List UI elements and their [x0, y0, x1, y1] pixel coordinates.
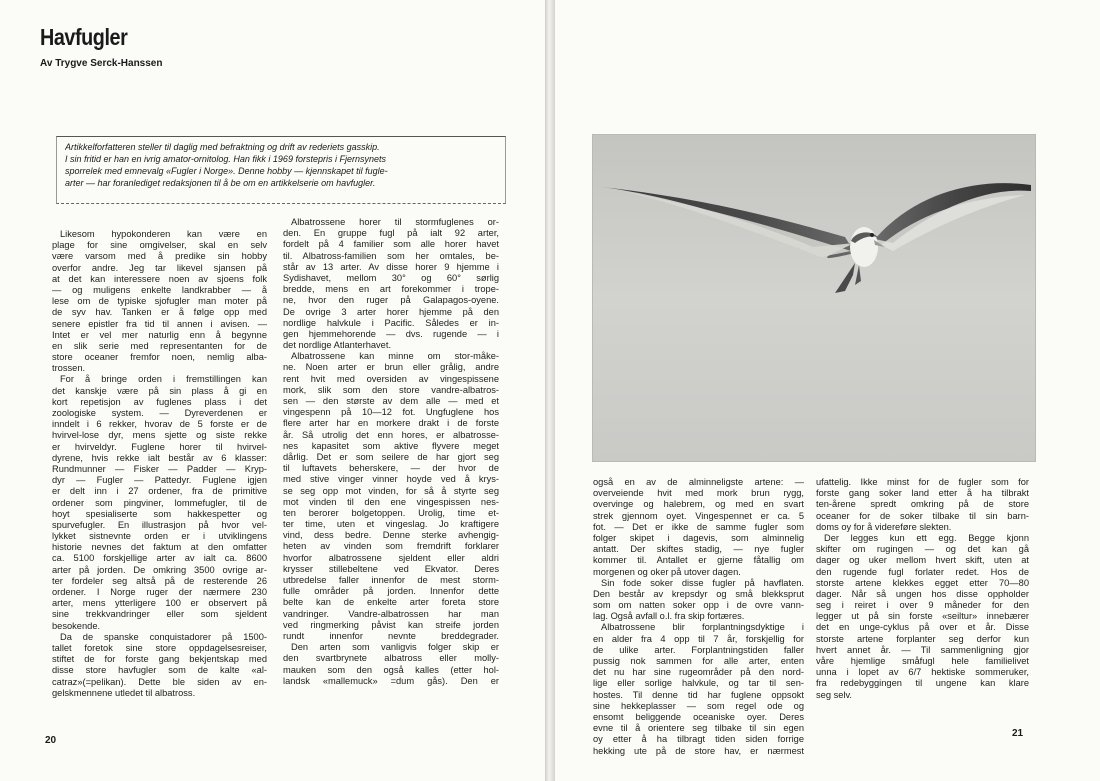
text-line: med stive vinger vinner hoyde ved å krys-: [283, 474, 499, 485]
text-line: lese om de typiske sjofugler man moter på: [52, 296, 267, 307]
text-line: overveiende hvit med mork brun rygg,: [593, 488, 804, 499]
text-line: den. En gruppe fugl på ialt 92 arter,: [283, 228, 499, 239]
text-line: tallet foretok sine store oppdagelsesreiser,: [52, 642, 267, 653]
text-line: store oceaner fremfor noen, nemlig alba-: [52, 352, 267, 363]
text-line: Intet er vel mer naturlig enn å begynne: [52, 329, 267, 340]
text-line: en slik serie med representanten for de: [52, 340, 267, 351]
text-line: vingespenn på 10—12 fot. Ungfuglene hos: [283, 407, 499, 418]
text-line: også en av de alminneligste artene: —: [593, 477, 804, 487]
intro-line: Artikkelforfatteren steller til daglig med befraktning og drift av rederiets gasskip.: [65, 142, 380, 152]
text-line: gelskmennene utledet til albatross.: [52, 687, 196, 698]
text-line: våre hjemlige småfugl hele familielivet: [816, 656, 1029, 666]
text-line: besokende.: [52, 620, 101, 631]
text-line: vind, dess bedre. Denne sterke avhengig-: [283, 530, 499, 541]
text-line: — og muligens enkelte landkrabber — å: [52, 284, 267, 295]
text-line: inndelt i 6 rekker, hvorav de 5 forste er de: [52, 419, 267, 430]
text-line: en alder fra 4 opp til 7 år, forskjellig for: [593, 633, 804, 644]
text-line: nordlige halvkule i Pacific. Således er in-: [283, 317, 499, 328]
albatross-photo: [592, 134, 1036, 462]
text-line: rent hvit med oversiden av vingespissene: [283, 373, 499, 384]
text-line: ca. 5100 forskjellige arter av ialt ca. 8600: [52, 553, 267, 564]
text-line: dyrene, hvis rekke ialt består av 6 klasser:: [52, 452, 267, 463]
text-line: senere epistler fra tid til annen i avisen. —: [52, 318, 267, 329]
text-line: hvorfor albatrossene sjeldent eller aldri: [283, 552, 499, 563]
albatross-image: [593, 135, 1035, 461]
intro-box: [56, 136, 506, 204]
text-line: Sydishavet, mellom 30° og 60° sørlig: [283, 272, 499, 283]
text-line: sine hekkeplasser — som regel ode og: [593, 700, 804, 711]
text-line: Albatrossene kan minne om stor-måke-: [291, 351, 499, 362]
text-line: Rundmunner — Fisker — Padder — Kryp-: [52, 463, 267, 474]
text-line: oceaner for de soker tilbake til sin barn-: [816, 510, 1029, 521]
text-line: morgenen og oker på utover dagen.: [593, 566, 741, 577]
text-line: overvinge og halebrem, og med en svart: [593, 499, 804, 510]
text-line: ter time, uten et vingeslag. Jo kraftigere: [283, 519, 499, 530]
text-line: det en unge-cyklus på over et år. Disse: [816, 622, 1029, 633]
text-line: krysser stillebeltene ved Ekvator. Deres: [283, 563, 499, 574]
text-line: hostes. Til denne tid har fuglene oppsokt: [593, 689, 804, 700]
text-line: Der legges kun ett egg. Begge kjonn: [824, 532, 1029, 543]
text-line: Albatrossene blir forplantningsdyktige i: [601, 622, 804, 633]
text-line: ter fordeler seg altså på de resterende 26: [52, 575, 267, 586]
text-line: ne, hvor den ruger på Galapagos-oyene.: [283, 295, 499, 306]
text-line: storste artene forplanter seg derfor kun: [816, 633, 1029, 644]
text-line: lige eller sorlige halvkule, og tar til sen-: [593, 678, 804, 689]
text-line: være varsom med å predike sin hobby: [52, 251, 267, 262]
text-line: folger skipet i dagevis, som alminnelig: [593, 532, 804, 543]
text-line: Den arten som vanligvis folger skip er: [291, 642, 499, 653]
text-line: nes kapasitet som aktive flyvere meget: [283, 440, 499, 451]
intro-line: sporrelek med emnevalg «Fugler i Norge». Denne hobby — kjennskapet til fugle-: [65, 166, 388, 176]
text-line: De ovrige 3 arter horer hjemme på den: [283, 306, 499, 317]
text-line: ensomt beliggende oceaniske oyer. Deres: [593, 711, 804, 722]
text-line: historie nevnes det faktum at den omfatter: [52, 542, 267, 553]
text-line: seg i reiret i over 9 måneder for den: [816, 600, 1029, 611]
text-line: trossen.: [52, 363, 86, 374]
text-line: år. Så utrolig det enn hores, er albatrosse-: [283, 429, 499, 440]
page-gutter: [545, 0, 555, 781]
text-line: forste gang soker land etter å ha tilbrakt: [816, 488, 1029, 499]
text-line: den svartbrynete albatross eller molly-: [283, 653, 499, 664]
text-line: det nordlige Atlanterhavet.: [283, 340, 392, 351]
text-line: Albatrossene horer til stormfuglenes or-: [291, 217, 499, 227]
text-line: mauken som den også kalles (etter hol-: [283, 664, 499, 675]
article-byline: Av Trygve Serck-Hanssen: [40, 58, 163, 69]
text-line: kort repetisjon av fuglenes plass i det: [52, 396, 267, 407]
text-line: landsk «mallemuck» =dum gås). Den er: [283, 675, 499, 686]
intro-line: arter — har foranlediget redaksjonen til å be om en artikkelserie om havfugler.: [65, 178, 376, 188]
text-line: Likesom hypokonderen kan være en: [60, 229, 267, 239]
text-line: lykket sistnevnte orden er i utviklingens: [52, 531, 267, 542]
text-line: arter, mens ytterligere 100 er observert på: [52, 598, 267, 609]
text-line: til luftavets beherskere, — der hvor de: [283, 463, 499, 474]
text-line: hvert annet år. — Til sammenligning gjor: [816, 644, 1029, 655]
text-line: ten-årene spredt omkring på de store: [816, 499, 1029, 510]
text-line: Da de spanske conquistadorer på 1500-: [60, 631, 267, 642]
text-line: flere arter har en morkere drakt i de forste: [283, 418, 499, 429]
text-line: sen — den største av dem alle — med et: [283, 396, 499, 406]
text-line: ufattelig. Ikke minst for de fugler som for: [816, 477, 1029, 487]
text-line: overfor andre. Jeg tar likevel sjansen på: [52, 262, 267, 273]
text-line: fulle områder på jorden. Innenfor dette: [283, 586, 499, 597]
text-line: zoologiske system. — Dyreverdenen er: [52, 408, 267, 418]
text-line: doms oy for å videreføre slekten.: [816, 521, 952, 532]
text-column-1: [52, 229, 267, 699]
intro-line: I sin fritid er han en ivrig amator-ornitolog. Han fikk i 1969 forstepris i Fjernsynets: [65, 154, 386, 164]
text-line: at det kan interessere noen av sjoens folk: [52, 273, 267, 284]
text-line: dager og uker mellom hvert skift, uten at: [816, 555, 1029, 566]
text-line: bredde, mens en art forekommer i trope-: [283, 284, 499, 295]
text-line: de syv hav. Tanken er å følge opp med: [52, 307, 267, 318]
text-line: er hvirveldyr. Fuglene horer til hvirvel-: [52, 441, 267, 452]
article-title: Havfugler: [40, 24, 128, 50]
text-line: den rugende fugl forlater redet. Hos de: [816, 566, 1029, 577]
text-line: heten av vinden som fremdrift forklarer: [283, 541, 499, 552]
text-line: ten berorer bolgetoppen. Urolig, time et-: [283, 507, 499, 518]
text-line: catraz»(=pelikan). Dette ble siden av en-: [52, 676, 267, 687]
text-line: fot. — Det er ikke de samme fugler som: [593, 521, 804, 532]
text-line: fordelt på 4 familier som alle horer havet: [283, 239, 499, 250]
text-line: står av 13 arter. Av disse horer 9 hjemme i: [283, 261, 499, 272]
text-line: ne. Noen arter er brun eller grålig, andre: [283, 362, 499, 373]
text-line: til. Albatross-familien som her omtales, be-: [283, 250, 499, 261]
text-line: mot vinden til den ene vingespissen nes-: [283, 496, 499, 507]
text-line: dårlig. Det er som seilere de har gjort seg: [283, 451, 499, 462]
text-line: vandringer. Vandre-albatrossen har man: [283, 608, 499, 619]
text-line: skifter om rugingen — og det kan gå: [816, 544, 1029, 555]
text-line: mork, slik som den store vandre-albatros-: [283, 384, 499, 395]
text-line: dyr — Fugler — Pattedyr. Fuglene igjen: [52, 475, 267, 486]
text-line: de ulike arter. Forplantningstiden faller: [593, 644, 804, 655]
text-line: belte kan de enkelte arter foreta store: [283, 597, 499, 608]
page-number-left: 20: [45, 735, 57, 746]
text-line: ordener som pingviner, lommefugler, til de: [52, 497, 267, 508]
text-line: fra redebyggingen til ungene kan klare: [816, 678, 1029, 689]
text-column-4: [816, 477, 1029, 701]
text-line: gen hjemmehorende — dvs. rugende — i: [283, 328, 499, 339]
text-line: rundt innenfor nevnte breddegrader.: [283, 630, 499, 641]
text-line: evne til å orientere seg tilbake til sin egen: [593, 723, 804, 734]
text-line: ordener. I Norge ruger der nærmere 230: [52, 587, 267, 597]
text-line: antatt. Der skiftes stadig, — nye fugler: [593, 544, 804, 555]
text-line: hekking ute på de store hav, er nærmest: [593, 745, 804, 756]
text-line: dager. Når så ungen hos disse oppholder: [816, 588, 1029, 599]
text-line: ved ringmerking påvist kan streife jorden: [283, 619, 499, 630]
text-line: arter på jorden. De omkring 3500 ovrige ar-: [52, 564, 267, 575]
text-line: utbredelse faller innenfor de mest storm-: [283, 575, 499, 585]
text-line: disse store havfugler som de kalte «al-: [52, 665, 267, 676]
text-line: hoyt spesialiserte som hakkespetter og: [52, 508, 267, 519]
text-line: oy etter å ha tilbragt tiden siden forrige: [593, 734, 804, 745]
text-line: For å bringe orden i fremstillingen kan: [60, 374, 267, 385]
text-line: er delt inn i 27 ordener, fra de primitive: [52, 486, 267, 497]
text-line: strek gjennom oyet. Vingespennet er ca. 5: [593, 510, 804, 521]
text-line: se seg opp mot vinden, for så å styrte seg: [283, 485, 499, 496]
text-line: kommer til. Antallet er gjerne fåtallig om: [593, 555, 804, 566]
text-line: plage for sine omgivelser, skal en selv: [52, 240, 267, 251]
text-line: det kanskje være på sin plass å gi en: [52, 385, 267, 396]
text-line: Den består av krepsdyr og små blekksprut: [593, 588, 804, 599]
text-line: pussig nok sammen for alle arter, enten: [593, 656, 804, 666]
text-line: hvirvel-lose dyr, mens sjette og siste rekke: [52, 430, 267, 441]
page-number-right: 21: [1012, 728, 1024, 739]
text-line: spurvefugler. En illustrasjon på hvor vel-: [52, 519, 267, 530]
text-line: seg selv.: [816, 689, 852, 700]
text-line: legger ut på sin forste «seiltur» innebærer: [816, 611, 1029, 622]
text-column-3: [593, 477, 804, 757]
text-line: Sin fode soker disse fugler på havflaten.: [601, 577, 804, 588]
text-line: lag. Også avfall o.l. fra skip fortæres.: [593, 611, 745, 622]
text-column-2: [283, 217, 499, 687]
text-line: sine trekkvandringer eller som sjeldent: [52, 609, 267, 620]
text-line: stiftet de for forste gang bekjentskap med: [52, 654, 267, 665]
text-line: som om natten soker opp i de ovre vann-: [593, 600, 804, 611]
text-line: det nu har sine rugeområder på den nord-: [593, 667, 804, 678]
text-line: storste artene klekkes egget etter 70—80: [816, 577, 1029, 588]
text-line: unna i lopet av 6/7 hektiske sommeruker,: [816, 667, 1029, 678]
